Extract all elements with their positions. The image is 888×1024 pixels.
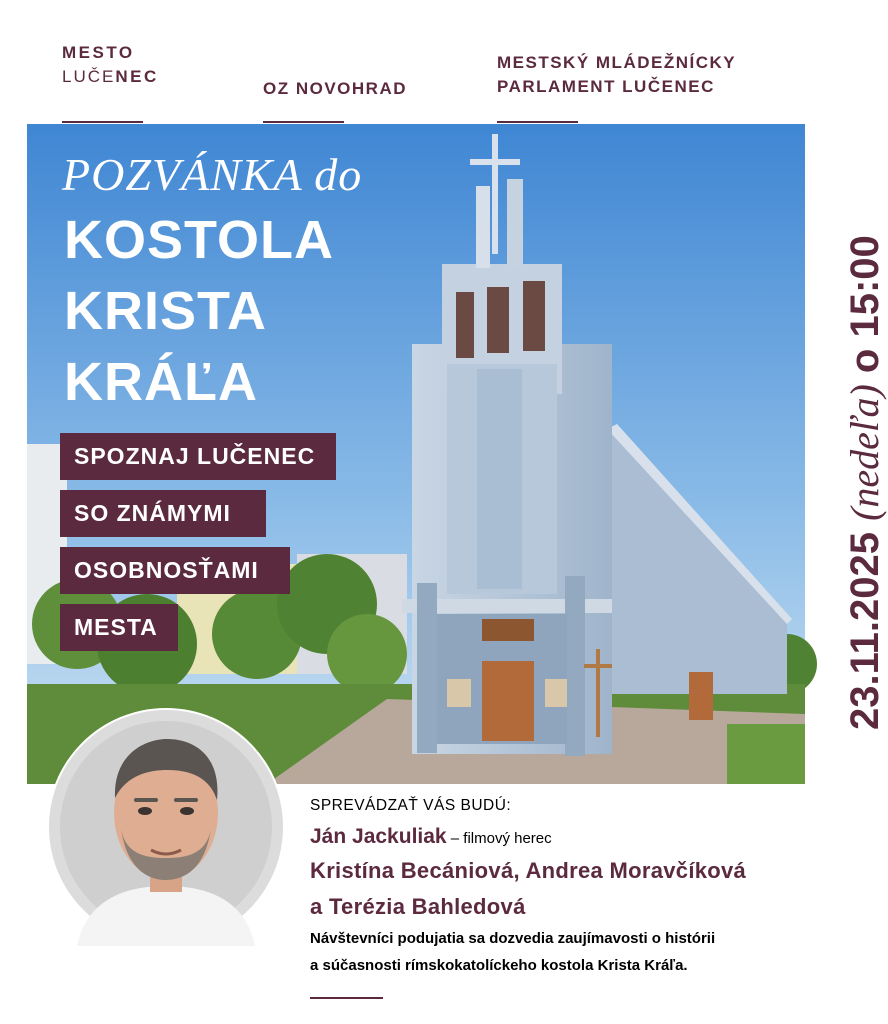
description-line-1: Návštevníci podujatia sa dozvedia zaujímavosti o histórii <box>310 930 716 947</box>
title-line-3: KRÁĽA <box>64 352 258 412</box>
date-weekday: (nedeľa) <box>842 384 887 521</box>
main-guide-name: Ján Jackuliak <box>310 825 447 848</box>
org3-line-2: PARLAMENT LUČENEC <box>497 77 715 96</box>
date-day: 23.11.2025 <box>843 520 887 730</box>
tag-so-znamymi: SO ZNÁMYMI <box>60 490 266 537</box>
parliament-label <box>497 51 736 99</box>
footer-divider <box>310 997 383 999</box>
date-time: o 15:00 <box>843 235 887 385</box>
event-date-text <box>841 235 888 730</box>
org1-underline <box>62 121 143 123</box>
mesto-lucenec-logo <box>62 41 159 89</box>
invitation-script-title: POZVÁNKA do <box>62 149 363 200</box>
guide-portrait <box>47 708 285 946</box>
main-guide <box>310 825 552 849</box>
description-line-2: a súčasnosti rímskokatolíckeho kostola Krista Kráľa. <box>310 957 688 974</box>
logo-line-2a: LUČE <box>62 67 116 86</box>
org3-line-1: MESTSKÝ MLÁDEŽNÍCKY <box>497 53 737 72</box>
org2-underline <box>263 121 344 123</box>
oz-novohrad-label: OZ NOVOHRAD <box>263 79 407 98</box>
logo-line-1: MESTO <box>62 43 135 62</box>
tag-osobnostami: OSOBNOSŤAMI <box>60 547 290 594</box>
logo-line-2b: NEC <box>115 67 159 86</box>
title-line-1: KOSTOLA <box>64 210 335 270</box>
tag-spoznaj: SPOZNAJ LUČENEC <box>60 433 336 480</box>
portrait-image <box>47 708 285 946</box>
tag-mesta: MESTA <box>60 604 178 651</box>
guides-names-line-1: Kristína Becániová, Andrea Moravčíková <box>310 858 747 883</box>
event-date <box>805 150 887 730</box>
guides-names-line-2: a Terézia Bahledová <box>310 894 526 919</box>
guides-heading: SPREVÁDZAŤ VÁS BUDÚ: <box>310 797 512 814</box>
main-guide-role: – filmový herec <box>446 830 552 847</box>
org3-underline <box>497 121 578 123</box>
logo-line-2 <box>62 65 159 89</box>
title-line-2: KRISTA <box>64 281 267 341</box>
